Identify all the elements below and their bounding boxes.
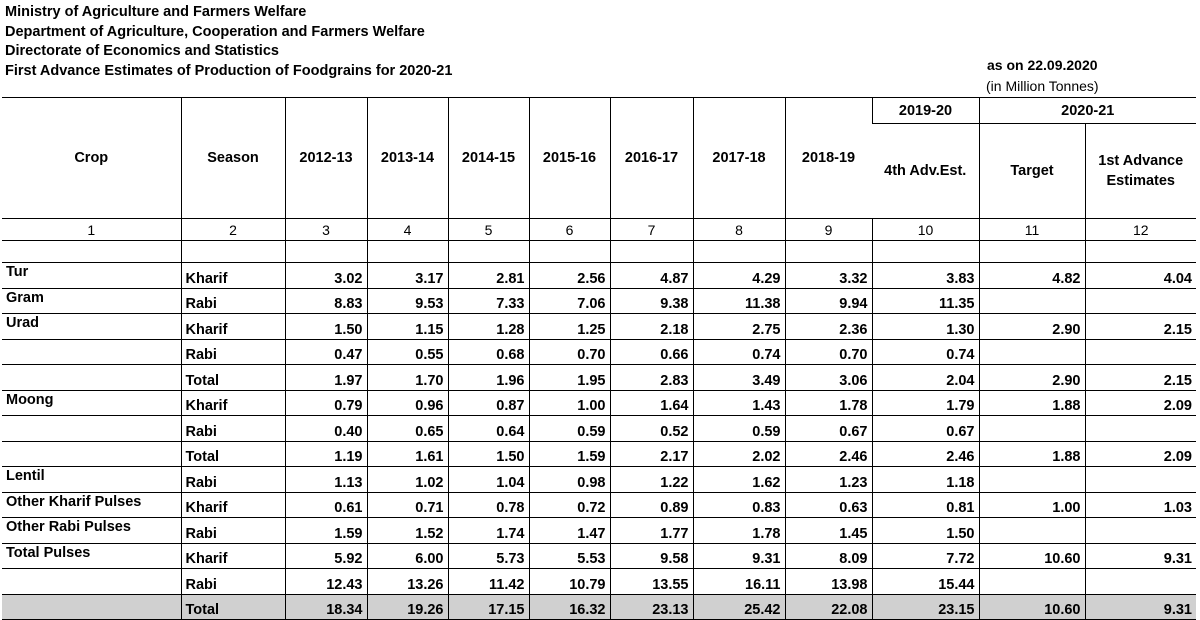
col-header-year: 2012-13 bbox=[285, 98, 367, 219]
value-cell: 0.70 bbox=[785, 339, 872, 365]
season-cell: Kharif bbox=[181, 263, 285, 289]
value-cell: 0.98 bbox=[529, 467, 610, 493]
crop-cell: Lentil bbox=[2, 467, 181, 493]
value-cell bbox=[979, 288, 1085, 314]
value-cell: 3.83 bbox=[872, 263, 979, 289]
value-cell: 1.50 bbox=[448, 441, 529, 467]
directorate-title: Directorate of Economics and Statistics bbox=[5, 43, 279, 59]
value-cell: 9.94 bbox=[785, 288, 872, 314]
value-cell: 3.06 bbox=[785, 365, 872, 391]
crop-cell: Other Rabi Pulses bbox=[2, 518, 181, 544]
value-cell: 0.68 bbox=[448, 339, 529, 365]
value-cell: 1.74 bbox=[448, 518, 529, 544]
value-cell: 10.60 bbox=[979, 543, 1085, 569]
value-cell: 0.63 bbox=[785, 492, 872, 518]
season-cell: Rabi bbox=[181, 339, 285, 365]
value-cell: 0.59 bbox=[693, 416, 785, 442]
ministry-title: Ministry of Agriculture and Farmers Welfare bbox=[5, 4, 307, 20]
value-cell: 12.43 bbox=[285, 569, 367, 595]
value-cell: 0.61 bbox=[285, 492, 367, 518]
value-cell: 8.09 bbox=[785, 543, 872, 569]
value-cell: 13.26 bbox=[367, 569, 448, 595]
value-cell: 7.06 bbox=[529, 288, 610, 314]
value-cell: 1.02 bbox=[367, 467, 448, 493]
value-cell: 0.64 bbox=[448, 416, 529, 442]
value-cell: 1.43 bbox=[693, 390, 785, 416]
season-cell: Total bbox=[181, 594, 285, 620]
col-header-season: Season bbox=[181, 98, 285, 219]
value-cell: 0.67 bbox=[872, 416, 979, 442]
value-cell: 1.15 bbox=[367, 314, 448, 340]
value-cell: 1.25 bbox=[529, 314, 610, 340]
value-cell: 0.66 bbox=[610, 339, 693, 365]
value-cell: 0.47 bbox=[285, 339, 367, 365]
value-cell: 1.47 bbox=[529, 518, 610, 544]
crop-cell bbox=[2, 441, 181, 467]
unit-label: (in Million Tonnes) bbox=[986, 78, 1099, 94]
value-cell: 5.92 bbox=[285, 543, 367, 569]
value-cell: 0.74 bbox=[693, 339, 785, 365]
season-cell: Rabi bbox=[181, 518, 285, 544]
value-cell: 13.98 bbox=[785, 569, 872, 595]
column-number: 7 bbox=[610, 219, 693, 241]
value-cell: 19.26 bbox=[367, 594, 448, 620]
value-cell: 1.23 bbox=[785, 467, 872, 493]
value-cell bbox=[979, 569, 1085, 595]
value-cell: 3.17 bbox=[367, 263, 448, 289]
value-cell: 4.04 bbox=[1085, 263, 1196, 289]
column-number: 3 bbox=[285, 219, 367, 241]
value-cell: 10.79 bbox=[529, 569, 610, 595]
value-cell: 1.96 bbox=[448, 365, 529, 391]
value-cell: 2.15 bbox=[1085, 365, 1196, 391]
value-cell: 1.62 bbox=[693, 467, 785, 493]
value-cell: 1.59 bbox=[285, 518, 367, 544]
value-cell: 3.02 bbox=[285, 263, 367, 289]
value-cell: 16.32 bbox=[529, 594, 610, 620]
value-cell: 0.40 bbox=[285, 416, 367, 442]
crop-cell bbox=[2, 416, 181, 442]
value-cell: 2.02 bbox=[693, 441, 785, 467]
value-cell: 2.09 bbox=[1085, 441, 1196, 467]
col-header-4th-adv-est: 4th Adv.Est. bbox=[884, 163, 967, 179]
table-row bbox=[2, 339, 1196, 365]
value-cell: 2.04 bbox=[872, 365, 979, 391]
value-cell: 1.18 bbox=[872, 467, 979, 493]
value-cell: 9.58 bbox=[610, 543, 693, 569]
table-row bbox=[2, 416, 1196, 442]
value-cell: 1.03 bbox=[1085, 492, 1196, 518]
col-header-year: 2017-18 bbox=[693, 98, 785, 219]
value-cell: 2.15 bbox=[1085, 314, 1196, 340]
value-cell bbox=[1085, 339, 1196, 365]
table-row bbox=[2, 390, 1196, 416]
report-title: First Advance Estimates of Production of Foodgrains for 2020-21 bbox=[5, 62, 453, 79]
value-cell: 9.38 bbox=[610, 288, 693, 314]
value-cell: 0.87 bbox=[448, 390, 529, 416]
value-cell: 15.44 bbox=[872, 569, 979, 595]
value-cell: 8.83 bbox=[285, 288, 367, 314]
value-cell: 3.49 bbox=[693, 365, 785, 391]
value-cell: 1.61 bbox=[367, 441, 448, 467]
column-number: 12 bbox=[1085, 219, 1196, 241]
value-cell: 0.59 bbox=[529, 416, 610, 442]
crop-cell: Gram bbox=[2, 288, 181, 314]
crop-cell: Total Pulses bbox=[2, 543, 181, 569]
value-cell: 2.46 bbox=[785, 441, 872, 467]
value-cell: 5.53 bbox=[529, 543, 610, 569]
value-cell: 0.72 bbox=[529, 492, 610, 518]
value-cell: 1.77 bbox=[610, 518, 693, 544]
value-cell: 1.13 bbox=[285, 467, 367, 493]
column-number-row bbox=[2, 219, 1196, 241]
value-cell: 1.78 bbox=[693, 518, 785, 544]
value-cell: 1.45 bbox=[785, 518, 872, 544]
value-cell: 11.38 bbox=[693, 288, 785, 314]
table-row bbox=[2, 441, 1196, 467]
crop-cell bbox=[2, 339, 181, 365]
season-cell: Rabi bbox=[181, 569, 285, 595]
value-cell: 0.81 bbox=[872, 492, 979, 518]
value-cell bbox=[1085, 416, 1196, 442]
value-cell: 2.81 bbox=[448, 263, 529, 289]
season-cell: Total bbox=[181, 365, 285, 391]
value-cell: 3.32 bbox=[785, 263, 872, 289]
report-header bbox=[5, 3, 452, 81]
column-number: 10 bbox=[872, 219, 979, 241]
column-number: 4 bbox=[367, 219, 448, 241]
value-cell bbox=[1085, 518, 1196, 544]
value-cell: 6.00 bbox=[367, 543, 448, 569]
value-cell: 23.15 bbox=[872, 594, 979, 620]
value-cell: 2.18 bbox=[610, 314, 693, 340]
season-cell: Kharif bbox=[181, 390, 285, 416]
value-cell: 1.97 bbox=[285, 365, 367, 391]
value-cell bbox=[979, 518, 1085, 544]
value-cell bbox=[979, 416, 1085, 442]
value-cell: 9.31 bbox=[693, 543, 785, 569]
crop-cell bbox=[2, 569, 181, 595]
crop-cell bbox=[2, 594, 181, 620]
value-cell: 2.17 bbox=[610, 441, 693, 467]
season-cell: Rabi bbox=[181, 467, 285, 493]
value-cell: 7.33 bbox=[448, 288, 529, 314]
col-header-year: 2013-14 bbox=[367, 98, 448, 219]
value-cell: 17.15 bbox=[448, 594, 529, 620]
value-cell: 2.46 bbox=[872, 441, 979, 467]
value-cell: 0.67 bbox=[785, 416, 872, 442]
col-header-year: 2014-15 bbox=[448, 98, 529, 219]
value-cell: 1.64 bbox=[610, 390, 693, 416]
column-number: 2 bbox=[181, 219, 285, 241]
column-number: 11 bbox=[979, 219, 1085, 241]
table-row bbox=[2, 594, 1196, 620]
value-cell: 1.22 bbox=[610, 467, 693, 493]
col-header-1st-advance-estimates: 1st Advance Estimates bbox=[1085, 124, 1196, 219]
value-cell: 1.59 bbox=[529, 441, 610, 467]
department-title: Department of Agriculture, Cooperation and Farmers Welfare bbox=[5, 23, 425, 40]
value-cell: 23.13 bbox=[610, 594, 693, 620]
value-cell: 0.79 bbox=[285, 390, 367, 416]
table-row bbox=[2, 314, 1196, 340]
crop-cell: Moong bbox=[2, 390, 181, 416]
as-on-date: as on 22.09.2020 bbox=[987, 57, 1098, 73]
column-number: 9 bbox=[785, 219, 872, 241]
value-cell: 25.42 bbox=[693, 594, 785, 620]
season-cell: Rabi bbox=[181, 416, 285, 442]
value-cell: 0.71 bbox=[367, 492, 448, 518]
value-cell: 4.82 bbox=[979, 263, 1085, 289]
value-cell: 0.70 bbox=[529, 339, 610, 365]
value-cell: 10.60 bbox=[979, 594, 1085, 620]
season-cell: Kharif bbox=[181, 314, 285, 340]
value-cell bbox=[979, 467, 1085, 493]
crop-cell: Urad bbox=[2, 314, 181, 340]
group-header-2019-20: 2019-20 bbox=[872, 98, 979, 124]
value-cell: 1.88 bbox=[979, 441, 1085, 467]
value-cell: 2.09 bbox=[1085, 390, 1196, 416]
season-cell: Kharif bbox=[181, 543, 285, 569]
col-header-crop: Crop bbox=[2, 98, 181, 219]
value-cell: 11.42 bbox=[448, 569, 529, 595]
value-cell: 1.52 bbox=[367, 518, 448, 544]
value-cell: 2.36 bbox=[785, 314, 872, 340]
value-cell: 11.35 bbox=[872, 288, 979, 314]
value-cell: 1.79 bbox=[872, 390, 979, 416]
col-header-year: 2015-16 bbox=[529, 98, 610, 219]
value-cell: 0.96 bbox=[367, 390, 448, 416]
season-cell: Total bbox=[181, 441, 285, 467]
value-cell: 16.11 bbox=[693, 569, 785, 595]
value-cell: 0.89 bbox=[610, 492, 693, 518]
crop-cell bbox=[2, 365, 181, 391]
value-cell: 4.29 bbox=[693, 263, 785, 289]
value-cell: 9.31 bbox=[1085, 594, 1196, 620]
value-cell: 2.90 bbox=[979, 365, 1085, 391]
col-header-target: Target bbox=[979, 124, 1085, 219]
spacer-row bbox=[2, 241, 1196, 263]
value-cell bbox=[1085, 288, 1196, 314]
column-number: 6 bbox=[529, 219, 610, 241]
value-cell: 9.53 bbox=[367, 288, 448, 314]
table-row bbox=[2, 467, 1196, 493]
value-cell: 1.50 bbox=[872, 518, 979, 544]
value-cell: 1.70 bbox=[367, 365, 448, 391]
value-cell: 22.08 bbox=[785, 594, 872, 620]
table-row bbox=[2, 518, 1196, 544]
col-header-year: 2018-19 bbox=[785, 98, 872, 219]
value-cell: 1.88 bbox=[979, 390, 1085, 416]
value-cell bbox=[1085, 467, 1196, 493]
value-cell: 1.19 bbox=[285, 441, 367, 467]
value-cell: 1.00 bbox=[979, 492, 1085, 518]
table-row bbox=[2, 492, 1196, 518]
value-cell: 0.78 bbox=[448, 492, 529, 518]
value-cell: 2.90 bbox=[979, 314, 1085, 340]
value-cell: 0.55 bbox=[367, 339, 448, 365]
table-row bbox=[2, 365, 1196, 391]
value-cell: 1.78 bbox=[785, 390, 872, 416]
value-cell: 2.56 bbox=[529, 263, 610, 289]
column-number: 1 bbox=[2, 219, 181, 241]
value-cell: 1.00 bbox=[529, 390, 610, 416]
season-cell: Kharif bbox=[181, 492, 285, 518]
table-row bbox=[2, 569, 1196, 595]
season-cell: Rabi bbox=[181, 288, 285, 314]
value-cell: 9.31 bbox=[1085, 543, 1196, 569]
col-header-year: 2016-17 bbox=[610, 98, 693, 219]
table-row bbox=[2, 288, 1196, 314]
value-cell: 1.30 bbox=[872, 314, 979, 340]
column-number: 8 bbox=[693, 219, 785, 241]
value-cell: 1.04 bbox=[448, 467, 529, 493]
value-cell: 18.34 bbox=[285, 594, 367, 620]
crop-cell: Tur bbox=[2, 263, 181, 289]
value-cell: 4.87 bbox=[610, 263, 693, 289]
value-cell: 0.74 bbox=[872, 339, 979, 365]
value-cell: 1.28 bbox=[448, 314, 529, 340]
value-cell: 1.50 bbox=[285, 314, 367, 340]
value-cell: 0.83 bbox=[693, 492, 785, 518]
value-cell: 0.65 bbox=[367, 416, 448, 442]
crop-cell: Other Kharif Pulses bbox=[2, 492, 181, 518]
value-cell: 5.73 bbox=[448, 543, 529, 569]
group-header-2020-21: 2020-21 bbox=[979, 98, 1196, 124]
value-cell bbox=[979, 339, 1085, 365]
table-row bbox=[2, 263, 1196, 289]
value-cell: 2.75 bbox=[693, 314, 785, 340]
value-cell: 2.83 bbox=[610, 365, 693, 391]
value-cell: 1.95 bbox=[529, 365, 610, 391]
table-row bbox=[2, 543, 1196, 569]
value-cell: 0.52 bbox=[610, 416, 693, 442]
value-cell: 13.55 bbox=[610, 569, 693, 595]
value-cell bbox=[1085, 569, 1196, 595]
production-table bbox=[2, 97, 1196, 620]
column-number: 5 bbox=[448, 219, 529, 241]
value-cell: 7.72 bbox=[872, 543, 979, 569]
